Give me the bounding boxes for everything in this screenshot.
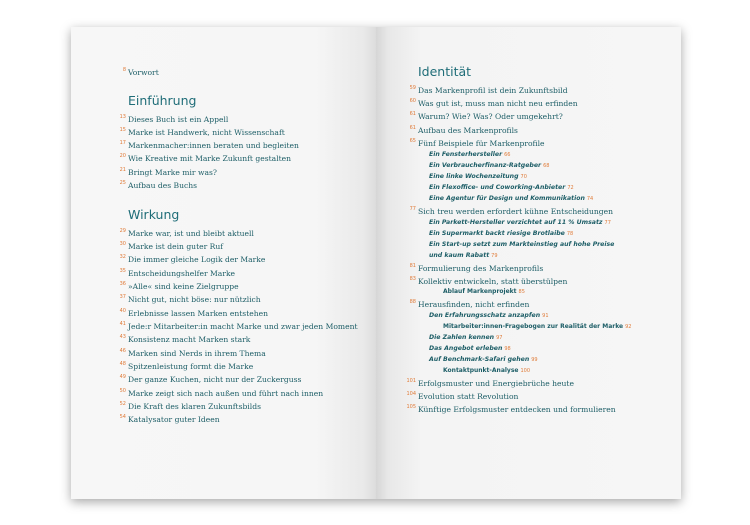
left-page [71, 27, 376, 499]
entry-title: Kollektiv entwickeln, statt überstülpen [418, 277, 568, 286]
page-number: 78 [566, 231, 574, 237]
toc-subentry[interactable] [429, 230, 573, 238]
page-number: 66 [504, 152, 511, 158]
entry-title: Was gut ist, muss man nicht neu erfinden [418, 99, 578, 108]
page-number: 30 [119, 241, 126, 247]
page-number: 50 [119, 388, 126, 394]
page-number: 77 [409, 206, 416, 212]
entry-title: Ein Supermarkt backt riesige Brotlaibe [429, 230, 565, 237]
entry-title: Kontaktpunkt-Analyse [443, 367, 519, 374]
entry-title: Eine linke Wochenzeitung [429, 173, 519, 180]
entry-title: Die Zahlen kennen [429, 334, 495, 341]
toc-entry[interactable] [119, 361, 254, 371]
entry-title: Eine Agentur für Design und Kommunikation [429, 195, 585, 202]
entry-title: Marke ist Handwerk, nicht Wissenschaft [128, 128, 285, 137]
page-number: 61 [409, 125, 416, 131]
entry-title: Künftige Erfolgsmuster entdecken und formulieren [418, 405, 616, 414]
toc-entry[interactable] [406, 378, 574, 388]
toc-entry-vorwort[interactable] [122, 67, 159, 77]
entry-title: Auf Benchmark-Safari gehen [429, 356, 530, 363]
entry-title: Nicht gut, nicht böse: nur nützlich [128, 295, 261, 304]
toc-subentry[interactable] [429, 345, 511, 353]
entry-title: Ein Start-up setzt zum Markteinstieg auf hohe Preise [429, 241, 615, 248]
entry-title: »Alle« sind keine Zielgruppe [128, 282, 239, 291]
page-number: 83 [409, 276, 416, 282]
entry-title: Marke ist dein guter Ruf [128, 242, 224, 251]
page-number: 91 [542, 313, 549, 319]
entry-title: Vorwort [128, 68, 159, 77]
page-number: 35 [119, 268, 126, 274]
entry-title: Ein Flexoffice- und Coworking-Anbieter [429, 184, 566, 191]
toc-entry[interactable] [119, 268, 236, 278]
toc-entry[interactable] [406, 404, 616, 414]
toc-subentry[interactable] [429, 219, 611, 227]
entry-title: Ein Verbraucherfinanz-Ratgeber [429, 162, 542, 169]
page-number: 74 [586, 196, 594, 202]
entry-title: Entscheidungshelfer Marke [128, 269, 236, 278]
page-number: 8 [122, 67, 126, 73]
page-number: 37 [119, 294, 126, 300]
entry-title: Katalysator guter Ideen [128, 415, 220, 424]
toc-entry[interactable] [409, 263, 544, 273]
page-number: 100 [520, 368, 531, 374]
toc-subentry[interactable] [429, 151, 511, 159]
toc-entry[interactable] [119, 127, 285, 137]
toc-entry[interactable] [406, 391, 519, 401]
page-number: 20 [119, 153, 126, 159]
toc-subentry[interactable] [429, 241, 614, 249]
page-number: 17 [119, 140, 126, 146]
page-number: 98 [504, 346, 511, 352]
page-number: 59 [409, 85, 416, 91]
entry-title: Marken sind Nerds in ihrem Thema [128, 349, 266, 358]
toc-entry[interactable] [119, 401, 261, 411]
toc-entry[interactable] [119, 294, 261, 304]
page-number: 43 [119, 334, 126, 340]
toc-entry[interactable] [119, 228, 254, 238]
toc-subentry[interactable] [429, 356, 538, 364]
page-number: 105 [406, 404, 416, 410]
page-number: 79 [491, 253, 498, 259]
entry-title: Erlebnisse lassen Marken entstehen [128, 309, 269, 318]
entry-title: Das Markenprofil ist dein Zukunftsbild [418, 86, 568, 95]
entry-title: Das Angebot erleben [429, 345, 503, 352]
entry-title: Ein Parkett-Hersteller verzichtet auf 11 % Umsatz [429, 219, 603, 226]
toc-subsubentry[interactable] [443, 288, 525, 296]
entry-title: Aufbau des Buchs [128, 181, 198, 190]
entry-title: Sich treu werden erfordert kühne Entscheidungen [418, 207, 614, 216]
page-number: 49 [119, 374, 126, 380]
section-heading-einfuehrung: Einführung [128, 93, 197, 108]
entry-title: Fünf Beispiele für Markenprofile [418, 139, 545, 148]
toc-entry[interactable] [409, 111, 563, 121]
page-number: 41 [119, 321, 126, 327]
entry-title: Spitzenleistung formt die Marke [128, 362, 254, 371]
entry-title: Der ganze Kuchen, nicht nur der Zuckerguss [128, 375, 302, 384]
entry-title: Bringt Marke mir was? [128, 168, 217, 177]
right-page [376, 27, 681, 499]
toc-entry[interactable] [119, 281, 239, 291]
page-number: 99 [531, 357, 538, 363]
toc-subsubentry[interactable] [443, 323, 631, 331]
toc-entry[interactable] [119, 321, 358, 331]
entry-title: Ablauf Markenprojekt [443, 288, 517, 295]
entry-title: Warum? Wie? Was? Oder umgekehrt? [418, 112, 563, 121]
toc-entry[interactable] [409, 85, 568, 95]
entry-title: Wie Kreative mit Marke Zukunft gestalten [128, 154, 292, 163]
toc-entry[interactable] [119, 167, 217, 177]
page-number: 60 [409, 98, 416, 104]
entry-title: Ein Fensterhersteller [429, 151, 503, 158]
toc-entry[interactable] [119, 334, 251, 344]
toc-subentry[interactable] [429, 334, 502, 342]
toc-entry[interactable] [119, 254, 266, 264]
toc-subentry[interactable] [429, 312, 549, 320]
entry-title: Die Kraft des klaren Zukunftsbilds [128, 402, 261, 411]
toc-entry[interactable] [119, 140, 299, 150]
entry-title: Markenmacher:innen beraten und begleiten [128, 141, 299, 150]
toc-entry[interactable] [119, 308, 269, 318]
entry-title: Evolution statt Revolution [418, 392, 519, 401]
page-number: 36 [119, 281, 126, 287]
toc-entry[interactable] [119, 374, 302, 384]
page-number: 101 [406, 378, 416, 384]
page-number: 32 [119, 254, 126, 260]
toc-subentry[interactable] [429, 173, 527, 181]
toc-entry[interactable] [409, 125, 518, 135]
entry-title: Aufbau des Markenprofils [418, 126, 518, 135]
entry-title: Erfolgsmuster und Energiebrüche heute [418, 379, 574, 388]
entry-title: Dieses Buch ist ein Appell [128, 115, 229, 124]
toc-entry[interactable] [409, 138, 545, 148]
toc-entry[interactable] [409, 276, 568, 286]
page-number: 61 [409, 111, 416, 117]
page-number: 104 [406, 391, 416, 397]
toc-subsubentry[interactable] [443, 367, 530, 375]
open-book [71, 27, 681, 499]
entry-title: Die immer gleiche Logik der Marke [128, 255, 266, 264]
page-number: 52 [119, 401, 126, 407]
page-number: 25 [119, 180, 126, 186]
entry-title: Konsistenz macht Marken stark [128, 335, 251, 344]
entry-title: Jede:r Mitarbeiter:in macht Marke und zwar jeden Moment [128, 322, 358, 331]
entry-title: Herausfinden, nicht erfinden [418, 300, 530, 309]
entry-title: Den Erfahrungsschatz anzapfen [429, 312, 541, 319]
page-number: 88 [409, 299, 416, 305]
page-number: 54 [119, 414, 126, 420]
entry-title: Mitarbeiter:innen-Fragebogen zur Realität der Marke [443, 323, 624, 330]
toc-entry[interactable] [119, 114, 229, 124]
toc-entry[interactable] [119, 388, 324, 398]
page-number: 77 [604, 220, 611, 226]
toc-subentry-continuation[interactable] [429, 252, 498, 260]
toc-entry[interactable] [119, 180, 198, 190]
page-number: 85 [518, 289, 525, 295]
page-number: 29 [119, 228, 126, 234]
entry-title: Marke zeigt sich nach außen und führt nach innen [128, 389, 324, 398]
entry-title: Marke war, ist und bleibt aktuell [128, 229, 254, 238]
page-number: 65 [409, 138, 416, 144]
page-number: 40 [119, 308, 126, 314]
page-number: 70 [520, 174, 527, 180]
toc-entry[interactable] [119, 414, 220, 424]
toc-entry[interactable] [119, 153, 292, 163]
toc-subentry[interactable] [429, 162, 549, 170]
toc-entry[interactable] [119, 348, 266, 358]
toc-entry[interactable] [409, 98, 578, 108]
toc-entry[interactable] [119, 241, 224, 251]
page-number: 13 [119, 114, 126, 120]
page-number: 48 [119, 361, 126, 367]
page-number: 97 [496, 335, 503, 341]
page-number: 92 [625, 324, 632, 330]
toc-entry[interactable] [409, 206, 614, 216]
section-heading-identitaet: Identität [418, 64, 472, 79]
page-number: 21 [119, 167, 126, 173]
page-number: 15 [119, 127, 126, 133]
page-number: 72 [567, 185, 574, 191]
page-number: 46 [119, 348, 126, 354]
toc-subentry[interactable] [429, 184, 574, 192]
page-number: 68 [543, 163, 550, 169]
toc-subentry[interactable] [429, 195, 593, 203]
toc-entry[interactable] [409, 299, 530, 309]
entry-title: Formulierung des Markenprofils [418, 264, 544, 273]
page-number: 81 [409, 263, 416, 269]
entry-title: und kaum Rabatt [429, 252, 490, 259]
section-heading-wirkung: Wirkung [128, 207, 180, 222]
